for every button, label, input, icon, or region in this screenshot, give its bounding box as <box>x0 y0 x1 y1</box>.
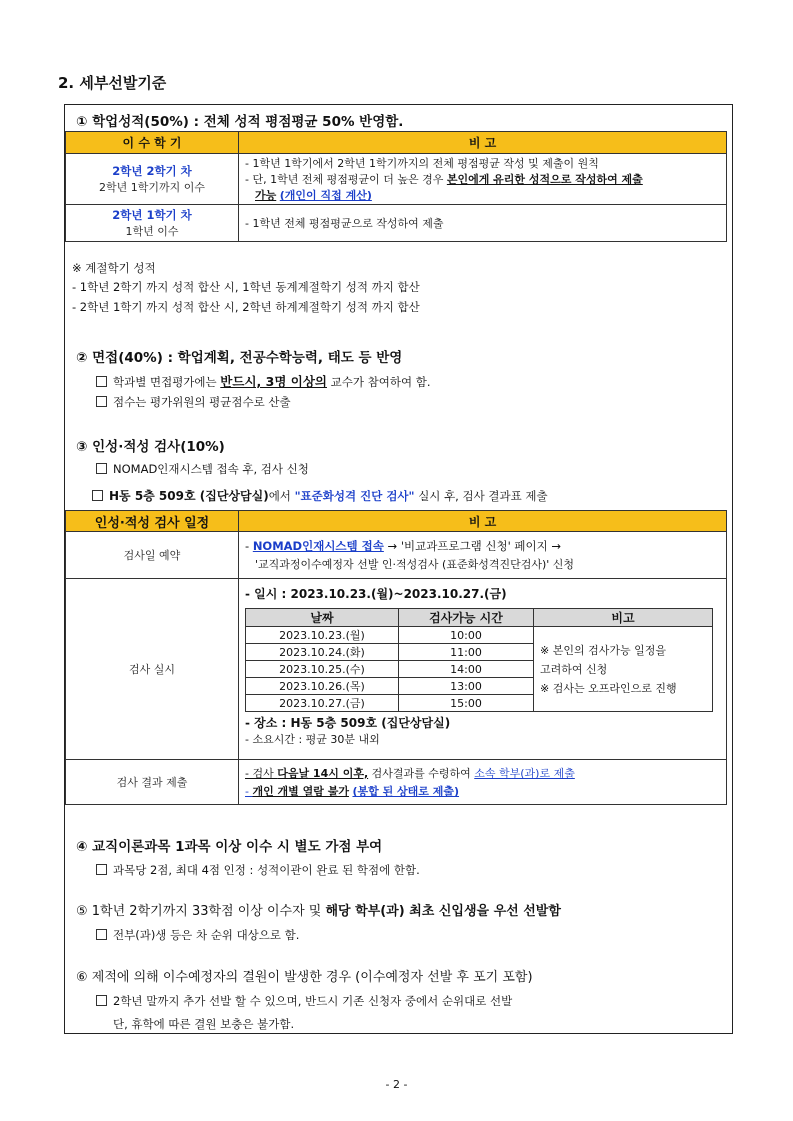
s5-title-emph: 해당 학부(과) 최초 신입생을 우선 선발함 <box>325 904 561 919</box>
result-l2-pre: - <box>245 785 253 798</box>
interview-l2-text: 점수는 평가위원의 평균점수로 산출 <box>113 395 291 409</box>
interview-l1-pre: 학과별 면접평가에는 <box>113 375 221 389</box>
section-4-title: ④ 교직이론과목 1과목 이상 이수 시 별도 가점 부여 <box>76 839 383 855</box>
aptitude-l2-blue: "표준화성격 진단 검사" <box>294 489 415 503</box>
aptitude-l2-post: 실시 후, 검사 결과표 제출 <box>414 489 548 503</box>
section-6-title: ⑥ 제적에 의해 이수예정자의 결원이 발생한 경우 (이수예정자 선발 후 포기 포함) <box>76 970 533 985</box>
bonus-l1-text: 과목당 2점, 최대 4점 인정 : 성적이관이 완료 된 학점에 한함. <box>113 863 420 877</box>
slot-date: 2023.10.24.(화) <box>246 644 399 661</box>
schedule-col-1: 인성·적성 검사 일정 <box>66 511 239 532</box>
interview-l1-emph: 반드시, 3명 이상의 <box>220 374 327 389</box>
slots-col-time: 검사가능 시간 <box>399 609 534 627</box>
schedule-row-booking-label: 검사일 예약 <box>66 532 239 579</box>
result-l2-emph: 개인 개별 열람 불가 <box>252 785 349 798</box>
grades-row1-label <box>66 154 239 205</box>
grades-row2-label <box>66 205 239 242</box>
checkbox-icon <box>96 929 107 940</box>
schedule-row-booking <box>239 532 727 579</box>
aptitude-line-2 <box>92 487 548 504</box>
grades-col-semester: 이 수 학 기 <box>66 132 239 154</box>
result-l1-pre: - 검사 <box>245 767 278 780</box>
seasonal-note-2: - 2학년 1학기 까지 성적 합산 시, 2학년 하계계절학기 성적 까지 합산 <box>72 300 420 314</box>
exam-duration: - 소요시간 : 평균 30분 내외 <box>245 733 380 746</box>
slot-time: 10:00 <box>399 627 534 644</box>
schedule-row-result <box>239 760 727 805</box>
grades-col-note: 비 고 <box>239 132 727 154</box>
interview-line-2 <box>96 394 291 410</box>
aptitude-l2-mid: 에서 <box>268 489 295 503</box>
row2-label-sub: 1학년 이수 <box>125 225 179 238</box>
slot-date: 2023.10.25.(수) <box>246 661 399 678</box>
slot-date: 2023.10.26.(목) <box>246 678 399 695</box>
slots-note-2: 고려하여 신청 <box>540 662 608 676</box>
grades-table <box>65 131 727 242</box>
checkbox-icon <box>96 463 107 474</box>
row1-line2-text: - 단, 1학년 전체 평점평균이 더 높은 경우 <box>245 173 447 186</box>
slot-time: 13:00 <box>399 678 534 695</box>
aptitude-line-1 <box>96 461 309 477</box>
slot-time: 11:00 <box>399 644 534 661</box>
result-l1-blue: 소속 학부(과)로 제출 <box>474 767 575 780</box>
grades-row1-note <box>239 154 727 205</box>
result-l1-emph: 다음날 14시 이후, <box>277 767 369 780</box>
slot-date: 2023.10.23.(월) <box>246 627 399 644</box>
aptitude-l2-emph: H동 5층 509호 (집단상담실) <box>109 489 269 503</box>
slots-col-note: 비고 <box>534 609 713 627</box>
page-number: - 2 - <box>385 1078 408 1091</box>
row1-line3-emph: 가능 <box>255 189 277 202</box>
checkbox-icon <box>96 396 107 407</box>
result-l2-blue: (봉합 된 상태로 제출) <box>352 785 460 798</box>
interview-l1-post: 교수가 참여하여 함. <box>326 375 431 389</box>
booking-l2: '교직과정이수예정자 선발 인·적성검사 (표준화성격진단검사)' 신청 <box>255 558 575 571</box>
schedule-row-exam <box>239 579 727 760</box>
slots-note <box>534 627 713 712</box>
booking-dash: - <box>245 539 253 553</box>
exam-date-range: - 일시 : 2023.10.23.(월)~2023.10.27.(금) <box>245 587 507 601</box>
slot-date: 2023.10.27.(금) <box>246 695 399 712</box>
slots-note-1: ※ 본인의 검사가능 일정을 <box>540 643 666 657</box>
row1-line3-blue: (개인이 직접 계산) <box>279 189 372 202</box>
bonus-line-1 <box>96 862 420 878</box>
interview-line-1 <box>96 372 430 390</box>
section-3-title: ③ 인성·적성 검사(10%) <box>76 439 225 455</box>
vacancy-line-1 <box>96 993 512 1009</box>
section-1-title: ① 학업성적(50%) : 전체 성적 평점평균 50% 반영함. <box>76 114 404 130</box>
seasonal-note-title: ※ 계절학기 성적 <box>72 261 156 275</box>
exam-place: - 장소 : H동 5층 509호 (집단상담실) <box>245 716 451 730</box>
section-2-title: ② 면접(40%) : 학업계획, 전공수학능력, 태도 등 반영 <box>76 350 403 366</box>
nomad-system-link[interactable]: NOMAD인재시스템 접속 <box>252 539 384 553</box>
section-heading: 2. 세부선발기준 <box>58 74 167 92</box>
vacancy-l1-text: 2학년 말까지 추가 선발 할 수 있으며, 반드시 기존 신청자 중에서 순위대로 선발 <box>113 994 513 1008</box>
checkbox-icon <box>96 864 107 875</box>
checkbox-icon <box>96 376 107 387</box>
slot-time: 14:00 <box>399 661 534 678</box>
aptitude-schedule-table <box>65 510 727 805</box>
result-l1-mid: 검사결과를 수령하여 <box>368 767 475 780</box>
aptitude-l1-text: NOMAD인재시스템 접속 후, 검사 신청 <box>113 462 309 476</box>
vacancy-line-2: 단, 휴학에 따른 결원 보충은 불가함. <box>113 1017 295 1031</box>
checkbox-icon <box>92 490 103 501</box>
row1-line1: - 1학년 1학기에서 2학년 1학기까지의 전체 평점평균 작성 및 제출이 원칙 <box>245 157 599 170</box>
section-5-title <box>76 900 561 919</box>
row1-line2-emph: 본인에게 유리한 성적으로 작성하여 제출 <box>446 173 643 186</box>
seasonal-note-1: - 1학년 2학기 까지 성적 합산 시, 1학년 동계계절학기 성적 까지 합산 <box>72 280 420 294</box>
checkbox-icon <box>96 995 107 1006</box>
schedule-row-exam-label: 검사 실시 <box>66 579 239 760</box>
priority-line-1 <box>96 927 299 943</box>
row1-label-sub: 2학년 1학기까지 이수 <box>99 181 205 194</box>
schedule-row-result-label: 검사 결과 제출 <box>66 760 239 805</box>
booking-l1-post: → '비교과프로그램 신청' 페이지 → <box>383 539 562 553</box>
s5-title-pre: ⑤ 1학년 2학기까지 33학점 이상 이수자 및 <box>76 904 326 919</box>
grades-row2-note: - 1학년 전체 평점평균으로 작성하여 제출 <box>239 205 727 242</box>
slots-col-date: 날짜 <box>246 609 399 627</box>
schedule-col-2: 비 고 <box>239 511 727 532</box>
priority-l1-text: 전부(과)생 등은 차 순위 대상으로 함. <box>113 928 300 942</box>
slot-time: 15:00 <box>399 695 534 712</box>
exam-slots-table <box>245 608 713 712</box>
row1-label-main: 2학년 2학기 차 <box>112 164 192 178</box>
slots-note-3: ※ 검사는 오프라인으로 진행 <box>540 681 677 695</box>
row2-label-main: 2학년 1학기 차 <box>112 208 192 222</box>
